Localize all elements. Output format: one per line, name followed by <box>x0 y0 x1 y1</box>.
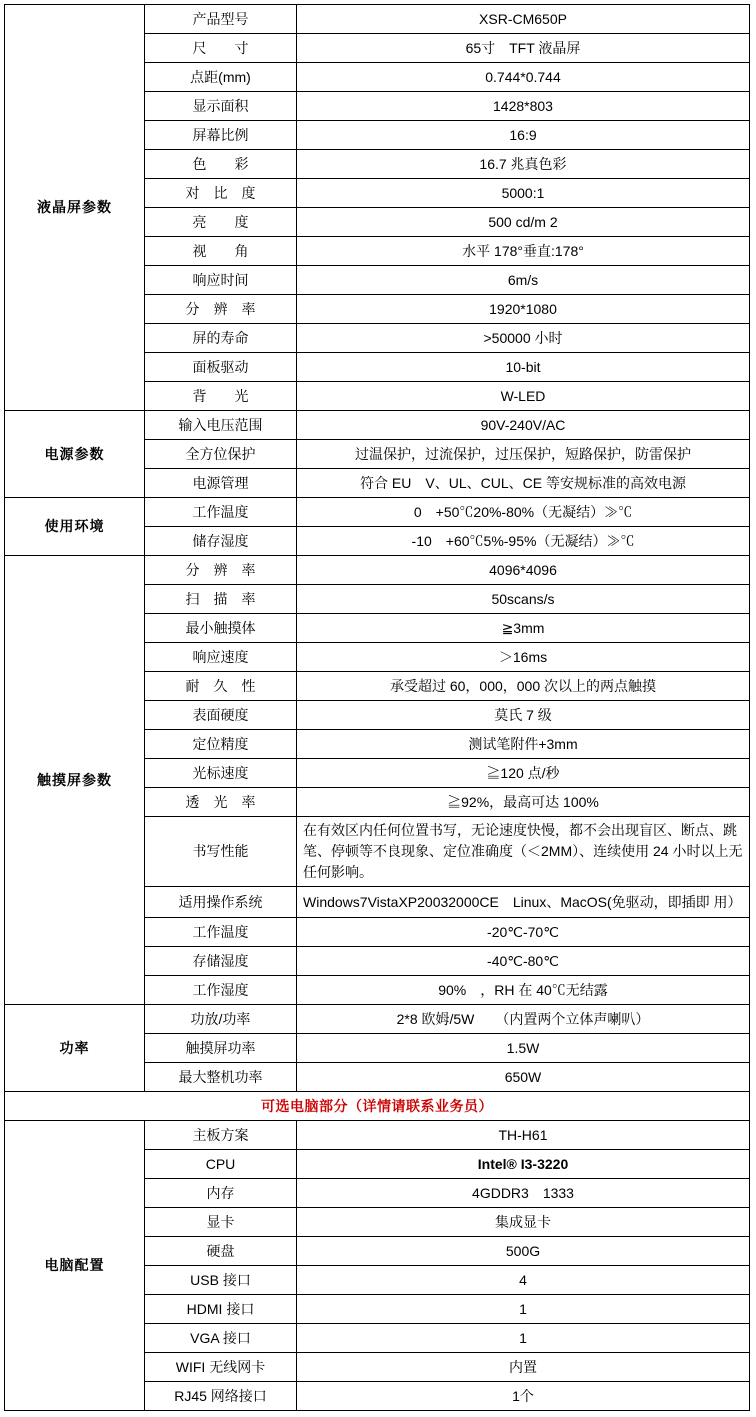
row-label: 工作温度 <box>145 498 297 527</box>
row-label: 分 辨 率 <box>145 295 297 324</box>
row-value: 6m/s <box>297 266 750 295</box>
row-label: WIFI 无线网卡 <box>145 1353 297 1382</box>
row-value: 水平 178°垂直:178° <box>297 237 750 266</box>
row-value: 2*8 欧姆/5W （内置两个立体声喇叭） <box>297 1005 750 1034</box>
row-label: 最大整机功率 <box>145 1063 297 1092</box>
row-label: 适用操作系统 <box>145 887 297 918</box>
row-value: 65寸 TFT 液晶屏 <box>297 34 750 63</box>
row-label: 工作湿度 <box>145 976 297 1005</box>
row-value: 在有效区内任何位置书写，无论速度快慢，都不会出现盲区、断点、跳笔、停顿等不良现象、定位准确度（＜2MM）、连续使用 24 小时以上无任何影响。 <box>297 817 750 887</box>
row-label: 内存 <box>145 1179 297 1208</box>
row-label: 尺 寸 <box>145 34 297 63</box>
row-label: 面板驱动 <box>145 353 297 382</box>
row-value: 1 <box>297 1324 750 1353</box>
row-value: 4GDDR3 1333 <box>297 1179 750 1208</box>
row-value: 承受超过 60，000，000 次以上的两点触摸 <box>297 672 750 701</box>
table-row <box>5 1121 750 1150</box>
row-value: -20℃-70℃ <box>297 918 750 947</box>
row-label: 响应时间 <box>145 266 297 295</box>
row-label: 显卡 <box>145 1208 297 1237</box>
row-value: 1 <box>297 1295 750 1324</box>
row-label: 显示面积 <box>145 92 297 121</box>
row-value: >50000 小时 <box>297 324 750 353</box>
row-value: 50scans/s <box>297 585 750 614</box>
row-value: 测试笔附件+3mm <box>297 730 750 759</box>
row-label: 背 光 <box>145 382 297 411</box>
row-label: 电源管理 <box>145 469 297 498</box>
row-value: 90V-240V/AC <box>297 411 750 440</box>
row-label: VGA 接口 <box>145 1324 297 1353</box>
row-value: Windows7VistaXP20032000CE Linux、MacOS(免驱动，即插即 用） <box>297 887 750 918</box>
row-value: ＞16ms <box>297 643 750 672</box>
row-value: 4096*4096 <box>297 556 750 585</box>
row-label: 产品型号 <box>145 5 297 34</box>
row-label: 最小触摸体 <box>145 614 297 643</box>
row-value: W-LED <box>297 382 750 411</box>
row-value: ≧92%，最高可达 100% <box>297 788 750 817</box>
table-row <box>5 498 750 527</box>
row-value: TH-H61 <box>297 1121 750 1150</box>
row-label: 主板方案 <box>145 1121 297 1150</box>
row-value: XSR-CM650P <box>297 5 750 34</box>
row-label: 透 光 率 <box>145 788 297 817</box>
row-label: 视 角 <box>145 237 297 266</box>
row-label: 全方位保护 <box>145 440 297 469</box>
row-value: 500 cd/m 2 <box>297 208 750 237</box>
row-value: 1920*1080 <box>297 295 750 324</box>
group-label-computer: 电脑配置 <box>5 1121 145 1411</box>
row-label: 表面硬度 <box>145 701 297 730</box>
row-value: 1个 <box>297 1382 750 1411</box>
row-label: 硬盘 <box>145 1237 297 1266</box>
row-label: CPU <box>145 1150 297 1179</box>
table-row <box>5 5 750 34</box>
row-label: 输入电压范围 <box>145 411 297 440</box>
row-label: 亮 度 <box>145 208 297 237</box>
row-label: 工作温度 <box>145 918 297 947</box>
row-value: 650W <box>297 1063 750 1092</box>
row-value: 5000:1 <box>297 179 750 208</box>
group-label-power: 电源参数 <box>5 411 145 498</box>
group-label-environment: 使用环境 <box>5 498 145 556</box>
row-label: 屏幕比例 <box>145 121 297 150</box>
row-label: RJ45 网络接口 <box>145 1382 297 1411</box>
row-label: USB 接口 <box>145 1266 297 1295</box>
row-value: 1428*803 <box>297 92 750 121</box>
specification-table <box>4 4 750 1411</box>
row-label: 响应速度 <box>145 643 297 672</box>
optional-computer-banner: 可选电脑部分（详情请联系业务员） <box>5 1092 750 1121</box>
row-label: 功放/功率 <box>145 1005 297 1034</box>
row-label: 屏的寿命 <box>145 324 297 353</box>
row-label: 光标速度 <box>145 759 297 788</box>
row-label: 对 比 度 <box>145 179 297 208</box>
row-label: 储存湿度 <box>145 527 297 556</box>
group-label-lcd: 液晶屏参数 <box>5 5 145 411</box>
table-row <box>5 1005 750 1034</box>
group-label-wattage: 功率 <box>5 1005 145 1092</box>
row-value: -10 +60℃5%-95%（无凝结）≫℃ <box>297 527 750 556</box>
row-value: 过温保护，过流保护，过压保护，短路保护，防雷保护 <box>297 440 750 469</box>
row-value: ≧120 点/秒 <box>297 759 750 788</box>
row-label: 定位精度 <box>145 730 297 759</box>
row-value: 莫氏 7 级 <box>297 701 750 730</box>
row-label: HDMI 接口 <box>145 1295 297 1324</box>
row-label: 存储湿度 <box>145 947 297 976</box>
row-value: -40℃-80℃ <box>297 947 750 976</box>
table-row <box>5 411 750 440</box>
optional-banner-row <box>5 1092 750 1121</box>
row-label: 书写性能 <box>145 817 297 887</box>
row-value: 集成显卡 <box>297 1208 750 1237</box>
row-value: Intel® I3-3220 <box>297 1150 750 1179</box>
row-value: 0 +50℃20%-80%（无凝结）≫℃ <box>297 498 750 527</box>
group-label-touch: 触摸屏参数 <box>5 556 145 1005</box>
row-value: 1.5W <box>297 1034 750 1063</box>
row-value: 90% ，RH 在 40℃无结露 <box>297 976 750 1005</box>
row-value: 16:9 <box>297 121 750 150</box>
row-value: 16.7 兆真色彩 <box>297 150 750 179</box>
row-value: 0.744*0.744 <box>297 63 750 92</box>
table-row <box>5 556 750 585</box>
row-label: 触摸屏功率 <box>145 1034 297 1063</box>
row-value: 内置 <box>297 1353 750 1382</box>
row-label: 分 辨 率 <box>145 556 297 585</box>
row-value: 500G <box>297 1237 750 1266</box>
row-label: 耐 久 性 <box>145 672 297 701</box>
row-value: 10-bit <box>297 353 750 382</box>
row-label: 扫 描 率 <box>145 585 297 614</box>
row-label: 点距(mm) <box>145 63 297 92</box>
row-value: ≧3mm <box>297 614 750 643</box>
row-label: 色 彩 <box>145 150 297 179</box>
row-value: 符合 EU V、UL、CUL、CE 等安规标准的高效电源 <box>297 469 750 498</box>
row-value: 4 <box>297 1266 750 1295</box>
